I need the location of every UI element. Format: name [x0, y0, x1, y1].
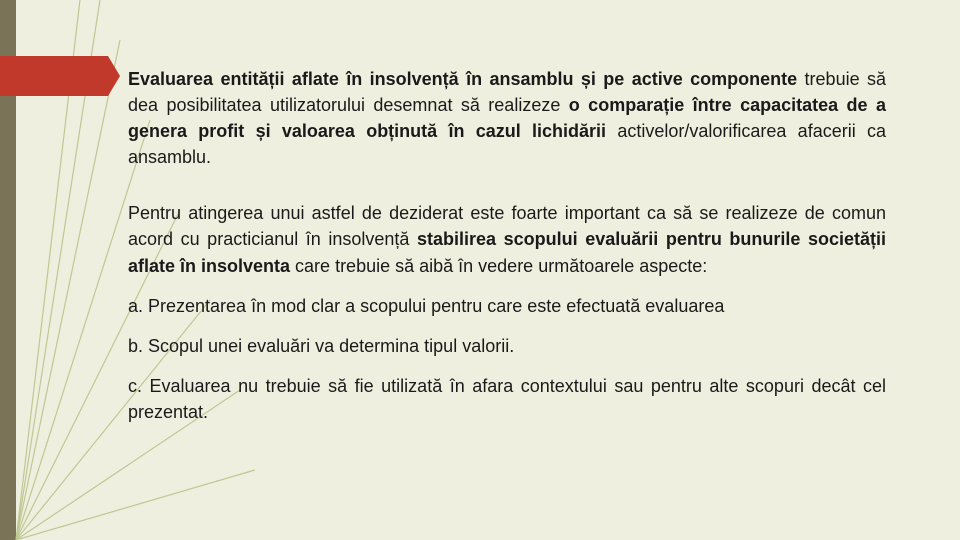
paragraph-2	[128, 200, 886, 278]
paragraph-2-bold-1: stabilirea scopului evaluării pentru bunurile societății aflate în insolventa	[128, 229, 886, 276]
red-accent-tab	[0, 56, 120, 96]
paragraph-2-text-1: Pentru atingerea unui astfel de deziderat este foarte important ca să se realizeze de comun acord cu practicianul în insolvență	[128, 203, 886, 250]
list-item-b: b. Scopul unei evaluări va determina tipul valorii.	[128, 335, 515, 356]
paragraph-1	[128, 66, 886, 170]
paragraph-1-text-2: activelor/valorificarea afacerii ca ansamblu.	[128, 121, 887, 168]
list-item-a: a. Prezentarea în mod clar a scopului pentru care este efectuată evaluarea	[128, 295, 725, 316]
paragraph-1-text-1: trebuie să dea posibilitatea utilizatorului desemnat să realizeze	[128, 69, 886, 116]
paragraph-1-bold-1: Evaluarea entității aflate în insolvență în ansamblu și pe active componente	[128, 69, 798, 89]
paragraph-2-text-2: care trebuie să aibă în vedere următoarele aspecte:	[290, 255, 708, 276]
paragraph-1-bold-2: o comparație între capacitatea de a genera profit și valoarea obținută în cazul lichidării	[128, 95, 886, 142]
list-item-c: c. Evaluarea nu trebuie să fie utilizată în afara contextului sau pentru alte scopuri decât cel prezentat.	[128, 375, 886, 422]
slide-content	[128, 66, 886, 439]
